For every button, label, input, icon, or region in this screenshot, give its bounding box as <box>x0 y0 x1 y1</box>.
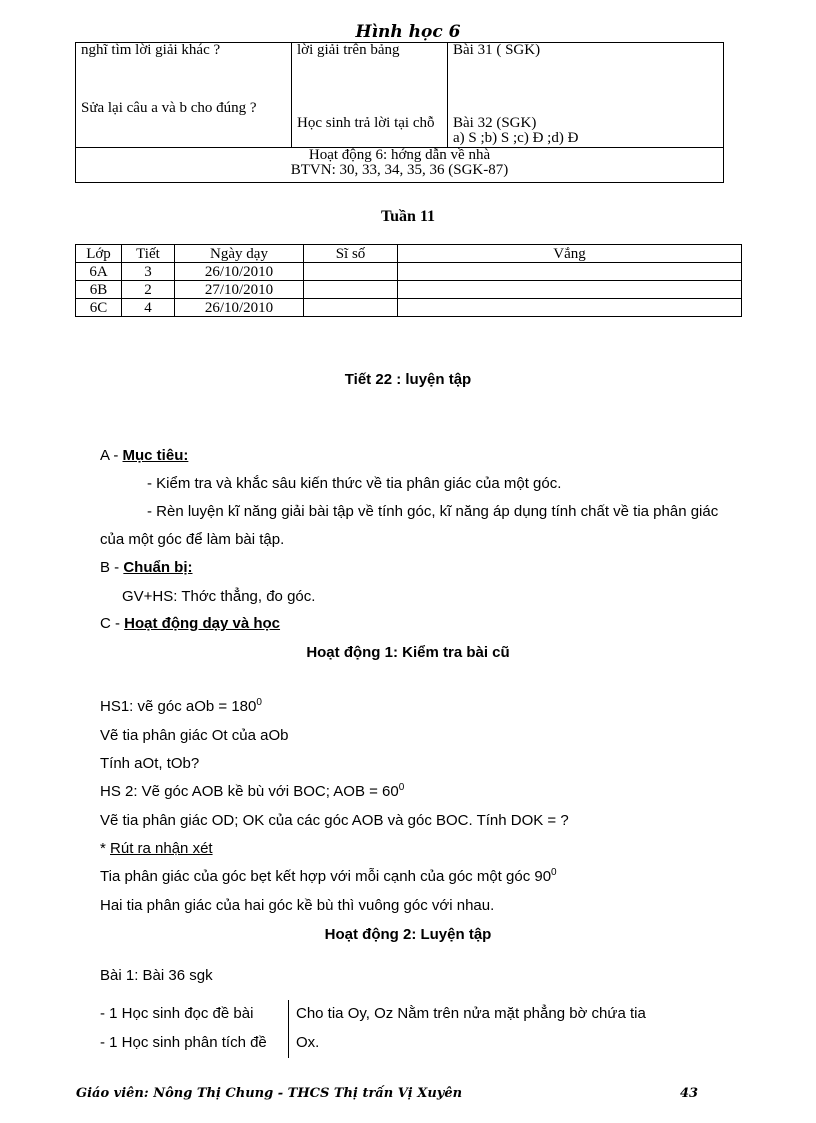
column-header: Lớp <box>76 245 122 263</box>
exercise-answer: a) S ;b) S ;c) Đ ;d) Đ <box>453 130 579 146</box>
table-cell <box>398 299 742 317</box>
exercise-statement: Ox. <box>296 1034 320 1051</box>
table-cell: 2 <box>122 281 175 299</box>
activity1-line: Tính aOt, tOb? <box>100 755 200 772</box>
table-cell: 3 <box>122 263 175 281</box>
table-cell: 27/10/2010 <box>175 281 304 299</box>
homework-text: BTVN: 30, 33, 34, 35, 36 (SGK-87) <box>290 162 509 178</box>
section-b-heading <box>100 558 193 577</box>
table-cell <box>304 263 398 281</box>
objective-line: - Kiểm tra và khắc sâu kiến thức về tia phân giác của một góc. <box>147 475 562 492</box>
table-row <box>76 299 742 317</box>
activity1-text: HS1: vẽ góc aOb = 180 <box>100 698 257 715</box>
section-b-title: Chuẩn bị: <box>123 559 193 576</box>
section-a-title: Mục tiêu: <box>122 447 189 464</box>
column-header: Tiết <box>122 245 175 263</box>
table-cell <box>292 43 448 148</box>
table-cell: 26/10/2010 <box>175 299 304 317</box>
activity1-text: HS 2: Vẽ góc AOB kề bù với BOC; AOB = 60 <box>100 783 399 800</box>
table-cell: 4 <box>122 299 175 317</box>
table-cell: 6B <box>76 281 122 299</box>
section-prefix: A - <box>100 447 123 464</box>
section-c-heading <box>100 614 280 633</box>
activity1-line: Vẽ tia phân giác OD; OK của các góc AOB và góc BOC. Tính DOK = ? <box>100 812 569 829</box>
objective-line: - Rèn luyện kĩ năng giải bài tập về tính góc, kĩ năng áp dụng tính chất về tia phân giác <box>147 503 719 520</box>
section-c-title: Hoạt động dạy và học <box>124 615 281 632</box>
student-step: - 1 Học sinh đọc đề bài <box>100 1005 254 1022</box>
objective-line: của một góc để làm bài tập. <box>100 531 285 548</box>
table-header-row <box>76 245 742 263</box>
activity1-title: Hoạt động 1: Kiểm tra bài cũ <box>306 644 510 661</box>
column-header: Ngày dạy <box>175 245 304 263</box>
table-cell <box>76 43 292 148</box>
note-prefix: * <box>100 840 111 857</box>
table-cell: 6A <box>76 263 122 281</box>
activity2-title: Hoạt động 2: Luyện tập <box>324 926 492 943</box>
table-cell: 6C <box>76 299 122 317</box>
page-header-title: Hình học 6 <box>355 22 461 42</box>
exercise-statement: Cho tia Oy, Oz Nằm trên nửa mặt phẳng bờ chứa tia <box>296 1005 646 1022</box>
exercise-label: Bài 1: Bài 36 sgk <box>100 967 213 984</box>
footer-teacher: Giáo viên: Nông Thị Chung - THCS Thị trấn Vị Xuyên <box>76 1086 463 1101</box>
lesson-title: Tiết 22 : luyện tập <box>344 371 472 388</box>
week-title: Tuần 11 <box>380 208 436 225</box>
answer-text: lời giải trên bảng <box>297 42 400 58</box>
question-text: nghĩ tìm lời giải khác ? <box>81 42 221 58</box>
table-cell <box>76 148 724 183</box>
page-number: 43 <box>680 1086 699 1101</box>
column-header: Vắng <box>398 245 742 263</box>
table-row <box>76 148 724 183</box>
activity1-text: Tia phân giác của góc bẹt kết hợp với mỗi cạnh của góc một góc 90 <box>100 868 552 885</box>
column-divider <box>288 1000 289 1058</box>
table-cell <box>398 263 742 281</box>
exercise-text: Bài 31 ( SGK) <box>453 42 541 58</box>
table-cell <box>448 43 724 148</box>
table-cell <box>304 281 398 299</box>
answer-text: Học sinh trả lời tại chỗ <box>297 115 435 131</box>
activity1-line <box>100 782 404 801</box>
table-cell: 26/10/2010 <box>175 263 304 281</box>
section-prefix: B - <box>100 559 124 576</box>
table-row <box>76 263 742 281</box>
exercise-text: Bài 32 (SGK) <box>453 115 537 131</box>
section-a-heading <box>100 446 188 465</box>
degree-superscript: 0 <box>551 867 557 878</box>
note-text: Rút ra nhận xét <box>110 840 213 857</box>
column-header: Sĩ số <box>304 245 398 263</box>
activity1-line: Vẽ tia phân giác Ot của aOb <box>100 727 289 744</box>
table-row <box>76 43 724 148</box>
degree-superscript: 0 <box>398 782 405 793</box>
activity1-line <box>100 867 557 886</box>
student-step: - 1 Học sinh phân tích đề <box>100 1034 267 1051</box>
degree-superscript: 0 <box>256 697 262 708</box>
homework-heading: Hoạt động 6: hớng dẫn về nhà <box>308 147 491 163</box>
section-prefix: C - <box>100 615 125 632</box>
activity1-line <box>100 697 262 716</box>
table-row <box>76 281 742 299</box>
question-text: Sửa lại câu a và b cho đúng ? <box>81 100 257 116</box>
activity1-line: Hai tia phân giác của hai góc kề bù thì vuông góc với nhau. <box>100 897 495 914</box>
activity-table <box>75 42 724 183</box>
table-cell <box>304 299 398 317</box>
activity1-note <box>100 839 213 858</box>
schedule-table <box>75 244 742 317</box>
preparation-line: GV+HS: Thớc thẳng, đo góc. <box>122 588 316 605</box>
table-cell <box>398 281 742 299</box>
